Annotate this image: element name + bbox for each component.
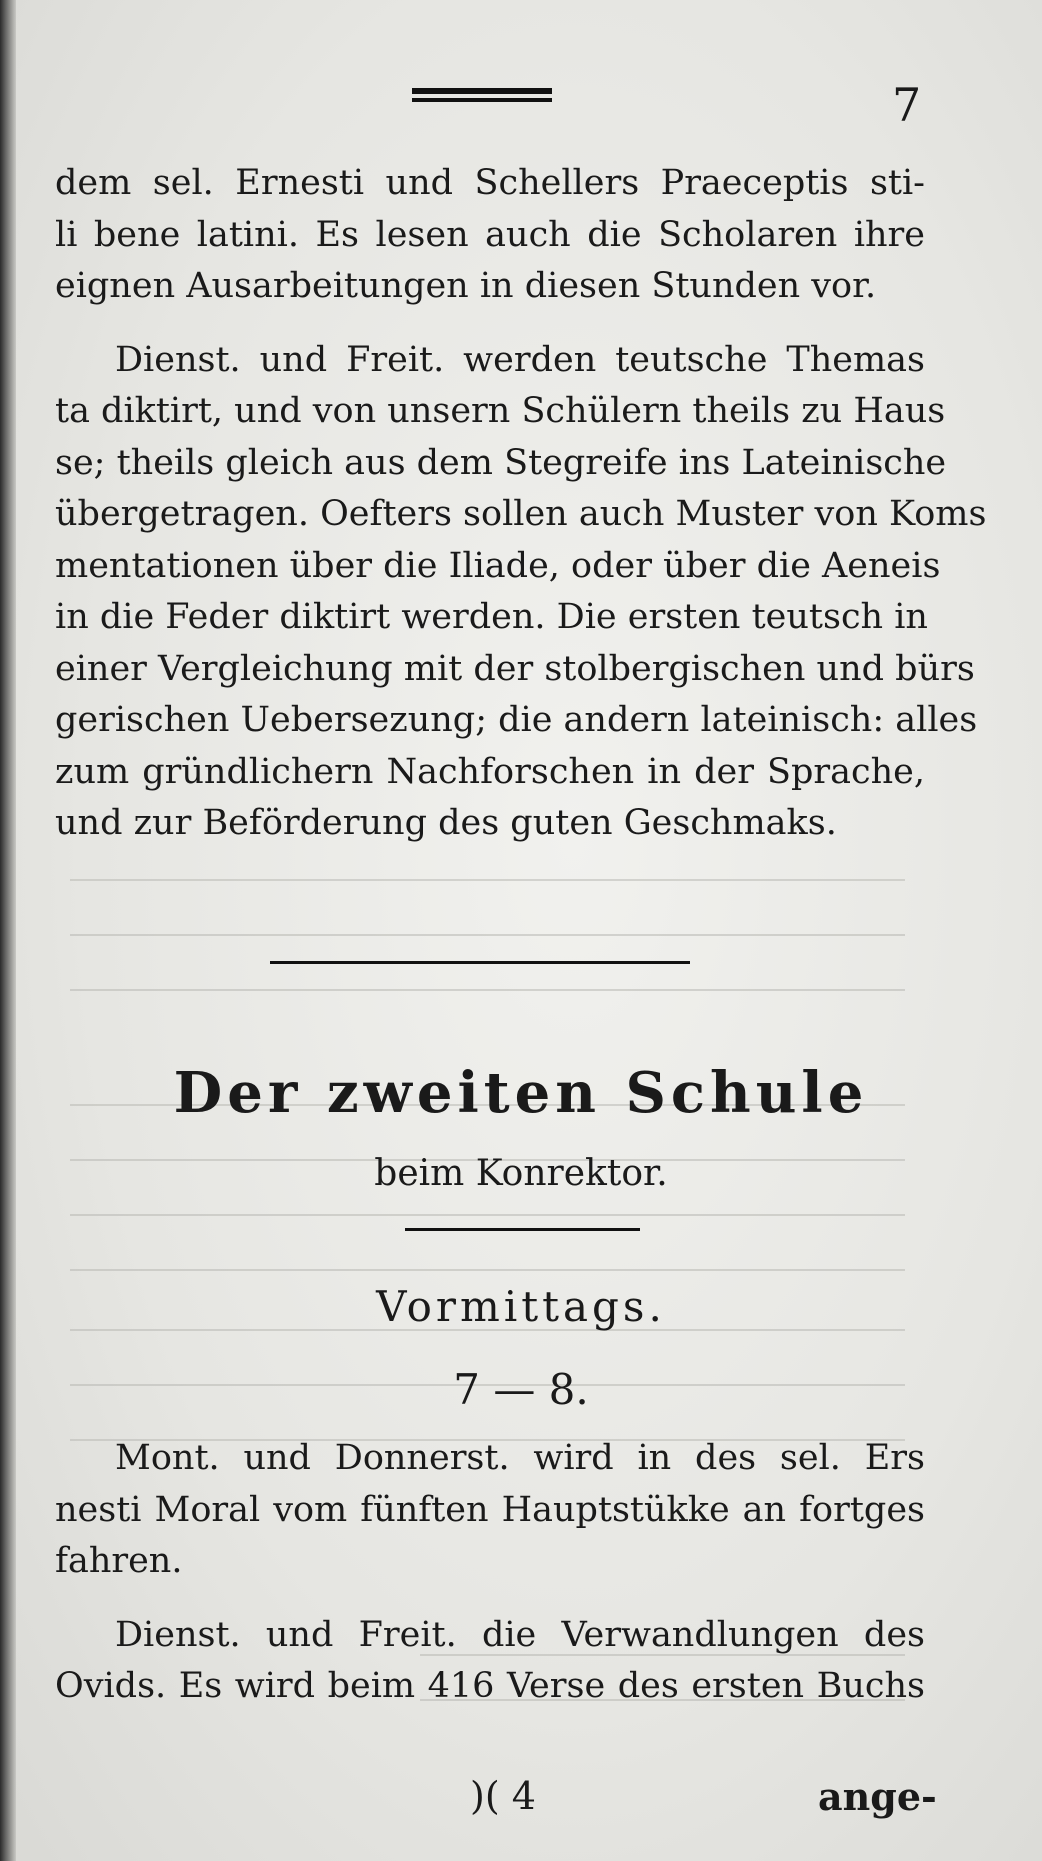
- text-line: ta diktirt, und von unsern Schülern theils zu Haus: [55, 391, 946, 431]
- session-heading: Vormittags.: [376, 1282, 666, 1331]
- text-line: und zur Beförderung des guten Geschmaks.: [55, 803, 837, 843]
- section-heading: Der zweiten Schule: [173, 1060, 869, 1126]
- time-range: 7 — 8.: [453, 1365, 589, 1414]
- text-line: Ovids. Es wird beim 416 Verse des ersten Buchs: [55, 1666, 925, 1706]
- subheading-rule: [405, 1228, 640, 1231]
- text-line: gerischen Uebersezung; die andern lateinisch: alles: [55, 700, 978, 740]
- text-line: eignen Ausarbeitungen in diesen Stunden vor.: [55, 266, 877, 306]
- text-line: in die Feder diktirt werden. Die ersten teutsch in: [55, 597, 928, 637]
- signature-mark: )( 4: [470, 1774, 536, 1818]
- text-line: fahren.: [55, 1541, 183, 1581]
- page-number: 7: [892, 78, 922, 132]
- binding-edge: [0, 0, 16, 1861]
- text-line: se; theils gleich aus dem Stegreife ins Lateinische: [55, 442, 947, 483]
- top-text-block: [55, 158, 987, 850]
- text-line: einer Vergleichung mit der stolbergischen und bürs: [55, 648, 975, 689]
- section-subheading: beim Konrektor.: [374, 1153, 668, 1194]
- text-line: Dienst. und Freit. die Verwandlungen des: [115, 1614, 925, 1655]
- text-line: zum gründlichern Nachforschen in der Sprache,: [55, 751, 925, 792]
- header-rule: [412, 88, 552, 102]
- text-line: nesti Moral vom fünften Hauptstükke an fortges: [55, 1489, 925, 1530]
- bottom-text-block: [55, 1433, 925, 1713]
- text-line: Mont. und Donnerst. wird in des sel. Ers: [115, 1438, 925, 1478]
- text-line: mentationen über die Iliade, oder über die Aeneis: [55, 545, 941, 586]
- text-line: übergetragen. Oefters sollen auch Muster von Koms: [55, 494, 987, 534]
- catchword: ange-: [818, 1774, 937, 1819]
- text-line: Dienst. und Freit. werden teutsche Themas: [115, 339, 925, 380]
- text-line: li bene latini. Es lesen auch die Scholaren ihre: [55, 214, 925, 255]
- section-divider: [270, 961, 690, 964]
- text-line: dem sel. Ernesti und Schellers Praeceptis sti-: [55, 163, 925, 203]
